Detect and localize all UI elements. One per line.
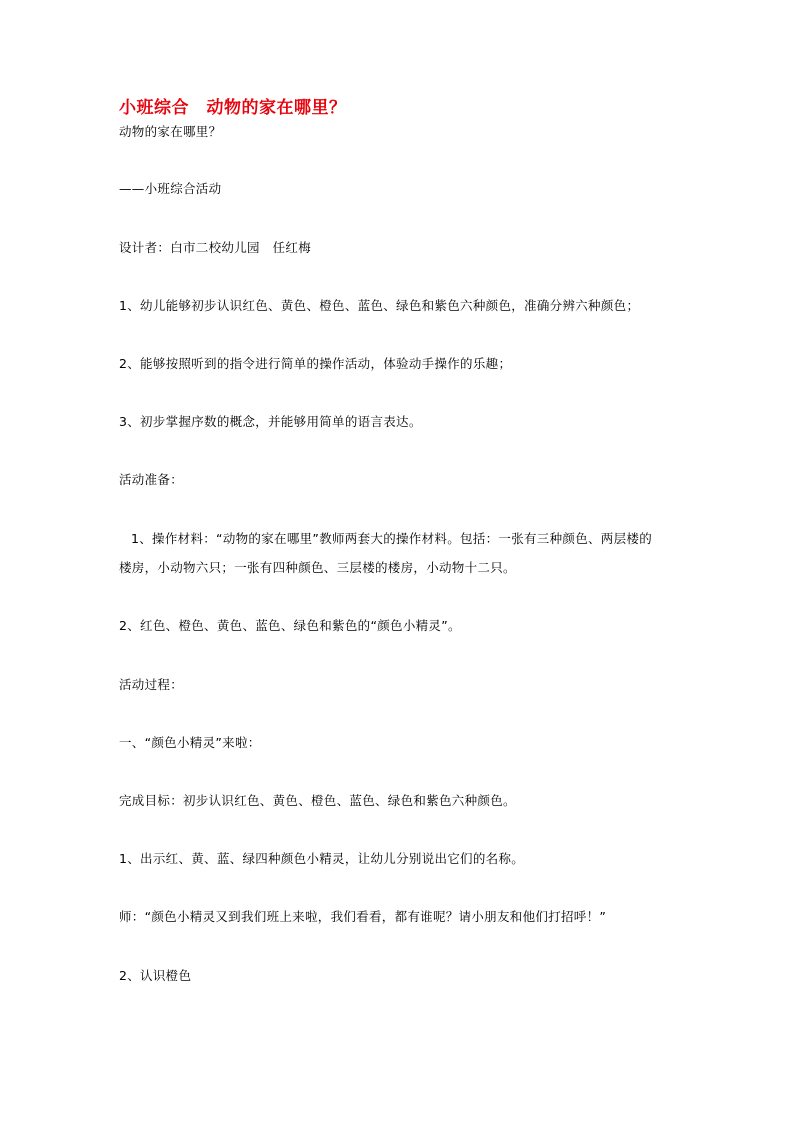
subtitle: 动物的家在哪里？ (119, 124, 222, 139)
preparation-1-line-2: 楼房，小动物六只；一张有四种颜色、三层楼的楼房，小动物十二只。 (119, 560, 516, 575)
preparation-2: 2、红色、橙色、黄色、蓝色、绿色和紫色的“颜色小精灵”。 (119, 618, 461, 633)
goal-3: 3、初步掌握序数的概念，并能够用简单的语言表达。 (119, 414, 422, 429)
activity-type: ——小班综合活动 (119, 181, 222, 196)
teacher-speech: 师：“颜色小精灵又到我们班上来啦，我们看看，都有谁呢？请小朋友和他们打招呼！” (119, 909, 607, 924)
designer: 设计者：白市二校幼儿园 任红梅 (119, 240, 312, 255)
section-1-step-2: 2、认识橙色 (119, 968, 192, 983)
section-1-goal: 完成目标：初步认识红色、黄色、橙色、蓝色、绿色和紫色六种颜色。 (119, 793, 516, 808)
preparation-1-line-1: 1、操作材料：“动物的家在哪里”教师两套大的操作材料。包括：一张有三种颜色、两层楼的 (131, 531, 653, 546)
preparation-heading: 活动准备： (119, 472, 184, 487)
process-heading: 活动过程： (119, 677, 184, 692)
process-section-1: 一、“颜色小精灵”来啦： (119, 735, 261, 750)
document-title: 小班综合 动物的家在哪里？ (119, 98, 347, 118)
goal-2: 2、能够按照听到的指令进行简单的操作活动，体验动手操作的乐趣； (119, 356, 512, 371)
section-1-step-1: 1、出示红、黄、蓝、绿四种颜色小精灵，让幼儿分别说出它们的名称。 (119, 851, 525, 866)
goal-1: 1、幼儿能够初步认识红色、黄色、橙色、蓝色、绿色和紫色六种颜色，准确分辨六种颜色； (119, 298, 640, 313)
